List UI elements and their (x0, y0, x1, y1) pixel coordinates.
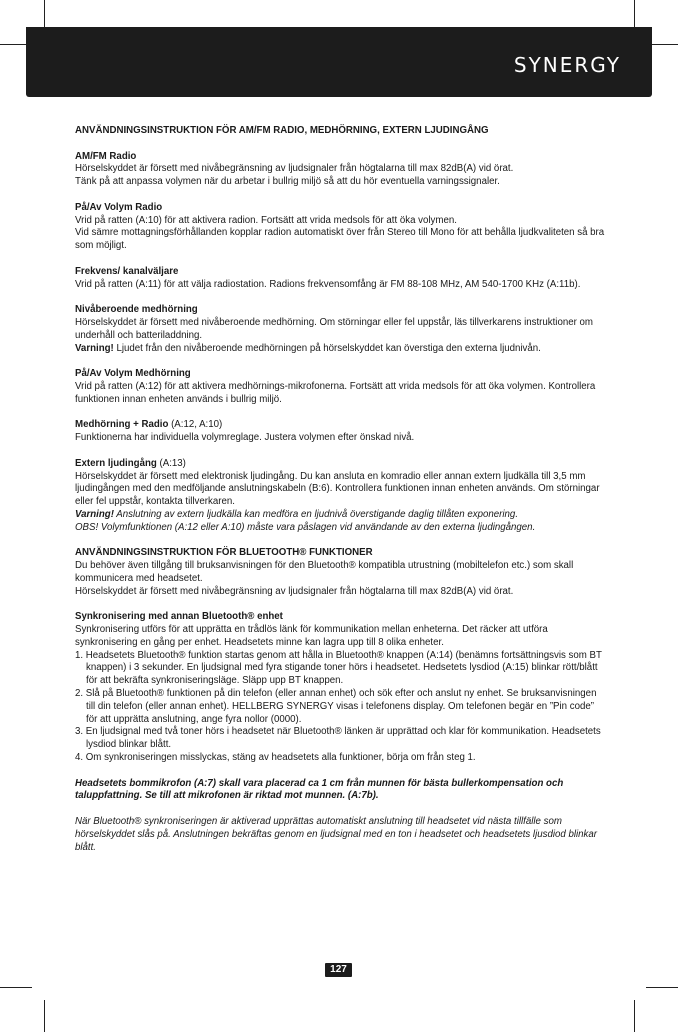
paragraph: Vrid på ratten (A:12) för att aktivera medhörnings-mikrofonerna. Fortsätt att vrida medsols för att öka volymen. Kontrollera funktionen innan enheten används i bullrig miljö. (75, 380, 596, 405)
paragraph: Vrid på ratten (A:10) för att aktivera radion. Fortsätt att vrida medsols för att öka volymen. (75, 214, 457, 226)
obs-paragraph: OBS! Volymfunktionen (A:12 eller A:10) måste vara påslagen vid användande av den externa ljudingången. (75, 521, 536, 533)
section-heading-row (75, 458, 607, 471)
section-heading: Medhörning + Radio (75, 419, 169, 431)
brand-logo: SYNERGY (513, 53, 621, 77)
section-monitor-radio (75, 419, 607, 445)
list-item: 4. Om synkroniseringen misslyckas, stäng av headsetets alla funktioner, börja om från steg 1. (75, 752, 476, 764)
section-heading-row (75, 419, 607, 432)
section-heading: AM/FM Radio (75, 150, 137, 162)
section-heading: Synkronisering med annan Bluetooth® enhet (75, 611, 283, 623)
list-item: 2. Slå på Bluetooth® funktionen på din telefon (eller annan enhet) och sök efter och anslut ny enhet. Se bruksanvisningen till din telefon (eller annan enhet). HELLBERG SYNERGY visas i telefonens display. Om telefonen begär en ”Pin code” för att upprätta anslutning, ange fyra nollor (0000). (75, 688, 597, 725)
section-heading: Nivåberoende medhörning (75, 304, 198, 316)
section-monitor-volume (75, 368, 607, 406)
paragraph: Hörselskyddet är försett med nivåbegränsning av ljudsignaler från högtalarna till max 82dB(A) vid örat. (75, 163, 514, 175)
section-level-dependent (75, 304, 607, 355)
paragraph: Vrid på ratten (A:11) för att välja radiostation. Radions frekvensomfång är FM 88-108 MHz, AM 540-1700 KHz (A:11b). (75, 278, 581, 290)
section-external-input (75, 458, 607, 535)
section-am-fm (75, 151, 607, 189)
list-item: 3. En ljudsignal med två toner hörs i headsetet när Bluetooth® länken är upprättad och klar för kommunikation. Headsetets lysdiod blinkar blått. (75, 726, 601, 751)
crop-mark (0, 987, 32, 988)
paragraph: Hörselskyddet är försett med nivåberoende medhörning. Om störningar eller fel uppstår, läs tillverkarens instruktioner om underhåll och batteriladdning. (75, 316, 593, 341)
document-body (75, 125, 607, 867)
list-item: 1. Headsetets Bluetooth® funktion startas genom att hålla in Bluetooth® knappen (A:14) (benämns fortsättningsvis som BT knappen) i 3 sekunder. En ljudsignal med fyra stigande toner hörs i headsetet. Hedsetets lysdiod (A:15) blinkar rött/blått för att bekräfta synkroniseringsläge. Släpp upp BT knappen. (75, 649, 602, 687)
warning-paragraph (75, 509, 607, 522)
paragraph: Tänk på att anpassa volymen när du arbetar i bullrig miljö så att du hör eventuella varningssignaler. (75, 176, 500, 188)
paragraph: Hörselskyddet är försett med nivåbegränsning av ljudsignaler från högtalarna till max 82dB(A) vid örat. (75, 585, 514, 597)
heading-suffix: (A:13) (156, 457, 186, 469)
section-heading: På/Av Volym Radio (75, 201, 163, 213)
warning-label: Varning! (75, 342, 114, 354)
crop-mark (646, 987, 678, 988)
section-heading: Extern ljudingång (75, 457, 157, 469)
crop-mark (634, 1000, 635, 1032)
paragraph: Synkronisering utförs för att upprätta en trådlös länk för kommunikation mellan enheterna. Det räcker att utföra synkronisering en gång per enhet. Headsetets minne kan lagra upp till 8 olika enheter. (75, 624, 548, 648)
section-bluetooth (75, 547, 607, 598)
paragraph: Du behöver även tillgång till bruksanvisningen för den Bluetooth® kompatibla utrustning (mobiltelefon etc.) som skall kommunicera med headsetet. (75, 560, 574, 584)
section-sync (75, 611, 607, 765)
bt-title: ANVÄNDNINGSINSTRUKTION FÖR BLUETOOTH® FUNKTIONER (75, 547, 373, 559)
section-radio-volume (75, 202, 607, 253)
mic-note: Headsetets bommikrofon (A:7) skall vara placerad ca 1 cm från munnen för bästa bullerkompensation och taluppfattning. Se till att mikrofonen är riktad mot munnen. (A:7b). (75, 777, 564, 802)
warning-label: Varning! (75, 508, 114, 520)
section-heading: På/Av Volym Medhörning (75, 368, 191, 380)
steps-list (75, 650, 607, 765)
auto-connect-note: När Bluetooth® synkroniseringen är aktiverad upprättas automatiskt anslutning till headsetet vid nästa tillfälle som hörselskyddet slås på. Anslutningen bekräftas genom en ljudsignal med en ton i headsetet och headsetets ljusdiod blinkar blått. (75, 816, 598, 853)
warning-text: Ljudet från den nivåberoende medhörningen på hörselskyddet kan överstiga den externa ljudnivån. (113, 342, 541, 354)
section-heading: Frekvens/ kanalväljare (75, 265, 179, 277)
crop-mark (44, 1000, 45, 1032)
heading-suffix: (A:12, A:10) (168, 419, 223, 431)
paragraph: Vid sämre mottagningsförhållanden kopplar radion automatiskt över från Stereo till Mono för att behålla ljudkvaliteten så bra som möjligt. (75, 227, 605, 252)
page-number: 127 (325, 963, 352, 977)
paragraph: Funktionerna har individuella volymreglage. Justera volymen efter önskad nivå. (75, 432, 415, 444)
paragraph: Hörselskyddet är försett med elektronisk ljudingång. Du kan ansluta en komradio eller annan extern ljudkälla till 3,5 mm ljudingången med den medföljande anslutningskabeln (B:6). Kontrollera funktionen innan enheten används. Om störningar eller fel uppstår, kontakta tillverkaren. (75, 470, 600, 508)
main-title: ANVÄNDNINGSINSTRUKTION FÖR AM/FM RADIO, MEDHÖRNING, EXTERN LJUDINGÅNG (75, 125, 489, 136)
warning-paragraph (75, 343, 607, 356)
section-frequency (75, 266, 607, 292)
warning-text: Anslutning av extern ljudkälla kan medföra en ljudnivå överstigande daglig tillåten exponering. (113, 508, 519, 520)
